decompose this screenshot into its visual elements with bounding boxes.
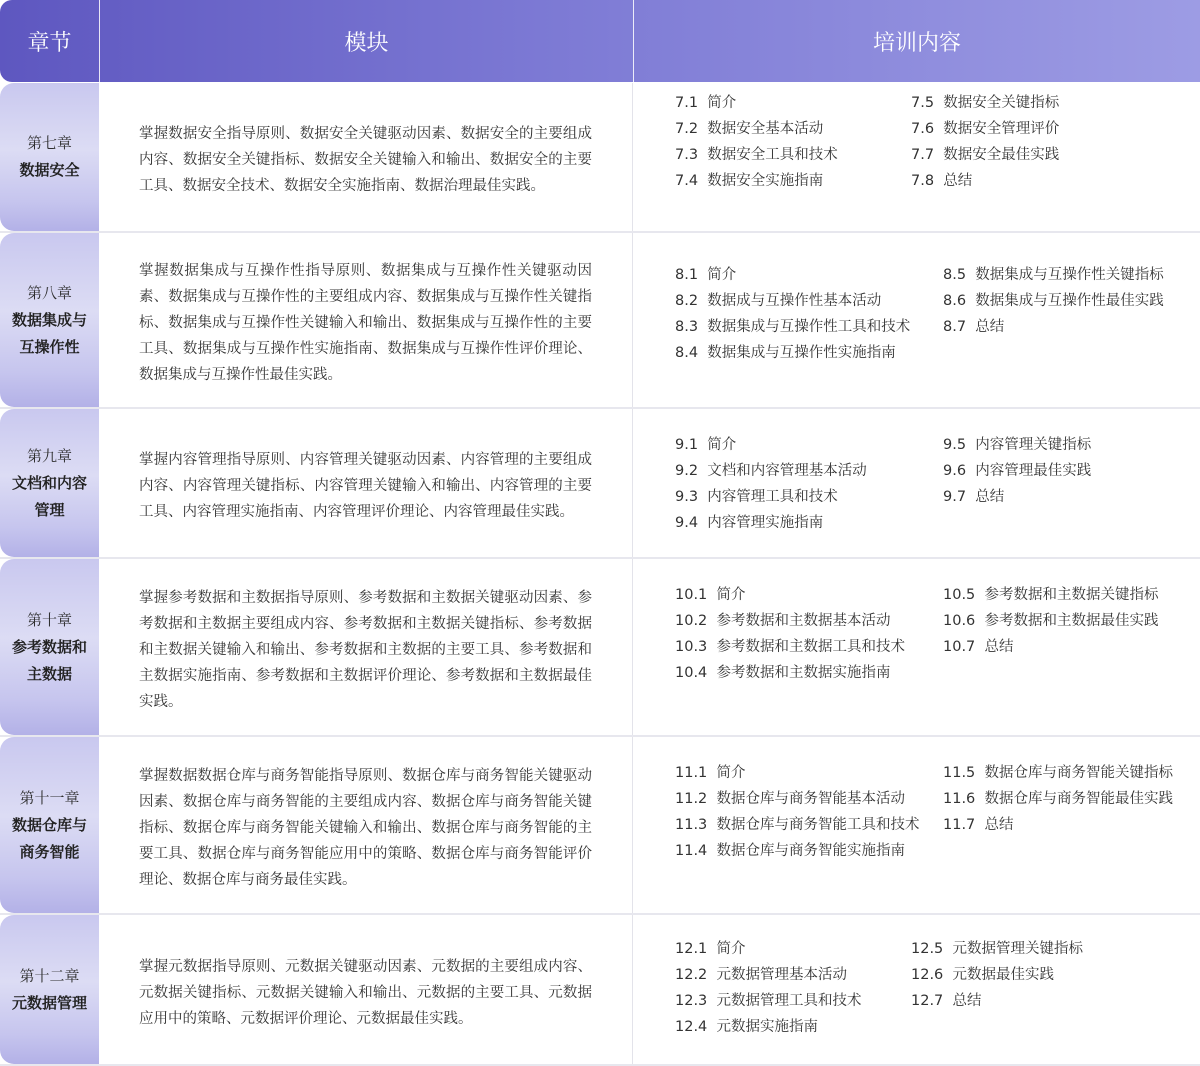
module-cell <box>99 915 633 1064</box>
chapter-number: 第九章 <box>26 446 72 465</box>
item-number: 10.6 <box>943 613 976 629</box>
content-cell <box>633 915 1200 1064</box>
item-number: 12.2 <box>675 967 708 983</box>
item-title: 数据安全最佳实践 <box>943 147 1060 163</box>
item-number: 10.5 <box>943 587 976 603</box>
item-title: 数据仓库与商务智能基本活动 <box>716 791 906 807</box>
item-number: 10.2 <box>675 613 708 629</box>
item-title: 总结 <box>943 173 973 189</box>
item-title: 总结 <box>984 639 1014 655</box>
chapter-number: 第十一章 <box>19 788 80 807</box>
table-row <box>0 83 1200 231</box>
item-title: 内容管理实施指南 <box>707 515 824 531</box>
item-title: 总结 <box>975 489 1005 505</box>
chapter-cell <box>0 737 99 913</box>
table-row <box>0 737 1200 913</box>
item-number: 11.5 <box>943 765 976 781</box>
item-title: 数据集成与互操作性工具和技术 <box>707 319 911 335</box>
item-title: 元数据管理关键指标 <box>952 941 1084 957</box>
content-item <box>943 314 1004 340</box>
item-number: 12.4 <box>675 1019 708 1035</box>
module-description: 掌握数据数据仓库与商务智能指导原则、数据仓库与商务智能关键驱动因素、数据仓库与商务智能的主要组成内容、数据仓库与商务智能关键指标、数据仓库与商务智能关键输入和输出、数据仓库与商务智能的主要工具、数据仓库与商务智能应用中的策略、数据仓库与商务智能评价理论、数据仓库与商务最佳实践。 <box>139 768 592 888</box>
content-item <box>911 988 982 1014</box>
content-cell <box>633 83 1200 231</box>
content-cell <box>633 409 1200 557</box>
item-title: 内容管理工具和技术 <box>707 489 838 505</box>
content-item <box>943 288 1164 314</box>
item-title: 数据集成与互操作性关键指标 <box>975 267 1164 283</box>
item-number: 12.3 <box>675 993 708 1009</box>
item-number: 7.3 <box>675 147 699 163</box>
content-item <box>675 288 881 314</box>
chapter-name: 参考数据和主数据 <box>11 637 87 683</box>
item-number: 9.1 <box>675 437 699 453</box>
module-description: 掌握参考数据和主数据指导原则、参考数据和主数据关键驱动因素、参考数据和主数据主要组成内容、参考数据和主数据关键指标、参考数据和主数据关键输入和输出、参考数据和主数据的主要工具、参考数据和主数据实施指南、参考数据和主数据评价理论、参考数据和主数据最佳实践。 <box>139 590 592 710</box>
content-item <box>675 962 847 988</box>
header-content: 培训内容 <box>633 0 1200 82</box>
item-title: 文档和内容管理基本活动 <box>707 463 867 479</box>
chapter-cell <box>0 559 99 735</box>
content-cell <box>633 559 1200 735</box>
content-cell <box>633 233 1200 407</box>
item-number: 9.2 <box>675 463 699 479</box>
item-number: 12.1 <box>675 941 708 957</box>
content-item <box>911 168 972 194</box>
item-title: 元数据管理工具和技术 <box>716 993 862 1009</box>
item-title: 简介 <box>716 941 746 957</box>
content-item <box>675 458 867 484</box>
table-row <box>0 559 1200 735</box>
item-title: 总结 <box>952 993 982 1009</box>
item-title: 内容管理最佳实践 <box>975 463 1092 479</box>
item-number: 8.1 <box>675 267 699 283</box>
item-title: 总结 <box>984 817 1014 833</box>
item-title: 参考数据和主数据最佳实践 <box>984 613 1159 629</box>
content-item <box>943 432 1091 458</box>
content-item <box>911 962 1054 988</box>
module-cell <box>99 233 633 407</box>
item-title: 元数据实施指南 <box>716 1019 819 1035</box>
item-title: 数据仓库与商务智能关键指标 <box>984 765 1174 781</box>
item-title: 数据仓库与商务智能最佳实践 <box>984 791 1174 807</box>
chapter-cell <box>0 409 99 557</box>
chapter-number: 第十章 <box>26 610 72 629</box>
item-title: 参考数据和主数据关键指标 <box>984 587 1159 603</box>
item-number: 9.3 <box>675 489 699 505</box>
chapter-name: 文档和内容管理 <box>11 473 87 519</box>
item-title: 数据安全关键指标 <box>943 95 1060 111</box>
content-item <box>943 608 1159 634</box>
content-item <box>675 168 823 194</box>
item-number: 10.4 <box>675 665 708 681</box>
item-number: 10.3 <box>675 639 708 655</box>
content-item <box>675 760 746 786</box>
item-number: 12.6 <box>911 967 944 983</box>
item-title: 数据安全管理评价 <box>943 121 1060 137</box>
item-number: 10.7 <box>943 639 976 655</box>
item-number: 9.6 <box>943 463 967 479</box>
chapter-name: 数据安全 <box>19 161 80 179</box>
content-item <box>943 582 1159 608</box>
content-item <box>675 262 736 288</box>
module-description: 掌握元数据指导原则、元数据关键驱动因素、元数据的主要组成内容、元数据关键指标、元数据关键输入和输出、元数据的主要工具、元数据应用中的策略、元数据评价理论、元数据最佳实践。 <box>139 958 592 1027</box>
content-item <box>943 786 1173 812</box>
item-number: 8.4 <box>675 345 699 361</box>
chapter-name: 元数据管理 <box>11 993 87 1012</box>
content-item <box>943 458 1091 484</box>
chapter-number: 第八章 <box>26 283 72 302</box>
module-cell <box>99 559 633 735</box>
content-item <box>675 936 746 962</box>
module-cell <box>99 737 633 913</box>
content-item <box>675 608 891 634</box>
item-title: 数据成与互操作性基本活动 <box>707 293 882 309</box>
item-number: 7.7 <box>911 147 935 163</box>
item-number: 8.3 <box>675 319 699 335</box>
table-row <box>0 409 1200 557</box>
module-description: 掌握内容管理指导原则、内容管理关键驱动因素、内容管理的主要组成内容、内容管理关键指标、内容管理关键输入和输出、内容管理的主要工具、内容管理实施指南、内容管理评价理论、内容管理最佳实践。 <box>139 452 592 520</box>
item-number: 9.5 <box>943 437 967 453</box>
content-item <box>675 116 823 142</box>
content-item <box>911 116 1059 142</box>
item-number: 12.7 <box>911 993 944 1009</box>
content-item <box>675 314 910 340</box>
item-title: 数据安全基本活动 <box>707 121 824 137</box>
item-number: 8.2 <box>675 293 699 309</box>
content-item <box>675 142 838 168</box>
item-title: 数据安全工具和技术 <box>707 147 838 163</box>
module-cell <box>99 409 633 557</box>
content-item <box>675 340 896 366</box>
item-number: 7.6 <box>911 121 935 137</box>
item-number: 7.4 <box>675 173 699 189</box>
chapter-number: 第十二章 <box>19 966 80 985</box>
content-item <box>675 582 746 608</box>
table-row <box>0 233 1200 407</box>
item-number: 11.4 <box>675 843 708 859</box>
content-item <box>943 812 1014 838</box>
content-item <box>911 90 1059 116</box>
chapter-number: 第七章 <box>26 134 72 152</box>
module-description: 掌握数据安全指导原则、数据安全关键驱动因素、数据安全的主要组成内容、数据安全关键指标、数据安全关键输入和输出、数据安全的主要工具、数据安全技术、数据安全实施指南、数据治理最佳实践。 <box>139 126 592 194</box>
item-title: 数据集成与互操作性最佳实践 <box>975 293 1164 309</box>
item-title: 参考数据和主数据基本活动 <box>716 613 891 629</box>
item-number: 7.8 <box>911 173 935 189</box>
chapter-cell <box>0 915 99 1064</box>
module-cell <box>99 83 633 231</box>
table-row <box>0 915 1200 1064</box>
content-item <box>943 634 1014 660</box>
content-item <box>675 812 920 838</box>
item-number: 11.1 <box>675 765 708 781</box>
table-header <box>0 0 1200 82</box>
item-title: 内容管理关键指标 <box>975 437 1092 453</box>
item-number: 8.7 <box>943 319 967 335</box>
content-item <box>943 760 1173 786</box>
header-module: 模块 <box>99 0 633 82</box>
header-chapter: 章节 <box>27 30 72 56</box>
item-number: 9.7 <box>943 489 967 505</box>
item-title: 总结 <box>975 319 1005 335</box>
module-description: 掌握数据集成与互操作性指导原则、数据集成与互操作性关键驱动因素、数据集成与互操作性的主要组成内容、数据集成与互操作性关键指标、数据集成与互操作性关键输入和输出、数据集成与互操作性的主要工具、数据集成与互操作性实施指南、数据集成与互操作性评价理论、数据集成与互操作性最佳实践。 <box>139 263 592 383</box>
item-title: 数据安全实施指南 <box>707 173 824 189</box>
item-number: 9.4 <box>675 515 699 531</box>
item-title: 简介 <box>716 587 746 603</box>
content-item <box>943 262 1164 288</box>
item-title: 参考数据和主数据工具和技术 <box>716 639 906 655</box>
content-item <box>675 838 905 864</box>
content-item <box>675 484 838 510</box>
chapter-cell <box>0 233 99 407</box>
item-number: 7.5 <box>911 95 935 111</box>
content-item <box>675 660 891 686</box>
item-number: 10.1 <box>675 587 708 603</box>
item-title: 数据仓库与商务智能实施指南 <box>716 843 906 859</box>
item-number: 11.2 <box>675 791 708 807</box>
item-number: 12.5 <box>911 941 944 957</box>
item-number: 7.2 <box>675 121 699 137</box>
item-title: 元数据管理基本活动 <box>716 967 848 983</box>
item-title: 数据仓库与商务智能工具和技术 <box>716 817 920 833</box>
item-title: 数据集成与互操作性实施指南 <box>707 345 896 361</box>
content-item <box>911 936 1083 962</box>
item-title: 简介 <box>707 95 737 111</box>
item-number: 8.6 <box>943 293 967 309</box>
content-item <box>943 484 1004 510</box>
item-number: 7.1 <box>675 95 699 111</box>
item-number: 11.3 <box>675 817 708 833</box>
content-item <box>675 634 905 660</box>
content-item <box>675 786 905 812</box>
content-item <box>675 988 862 1014</box>
content-item <box>675 90 736 116</box>
item-number: 11.7 <box>943 817 976 833</box>
item-number: 11.6 <box>943 791 976 807</box>
content-item <box>911 142 1059 168</box>
content-item <box>675 1014 818 1040</box>
item-title: 简介 <box>716 765 746 781</box>
item-title: 简介 <box>707 267 737 283</box>
content-cell <box>633 737 1200 913</box>
item-title: 简介 <box>707 437 737 453</box>
chapter-name: 数据集成与互操作性 <box>11 310 87 356</box>
item-title: 元数据最佳实践 <box>952 967 1055 983</box>
content-item <box>675 432 736 458</box>
chapter-cell <box>0 83 99 231</box>
item-number: 8.5 <box>943 267 967 283</box>
item-title: 参考数据和主数据实施指南 <box>716 665 891 681</box>
chapter-name: 数据仓库与商务智能 <box>11 815 87 861</box>
content-item <box>675 510 823 536</box>
